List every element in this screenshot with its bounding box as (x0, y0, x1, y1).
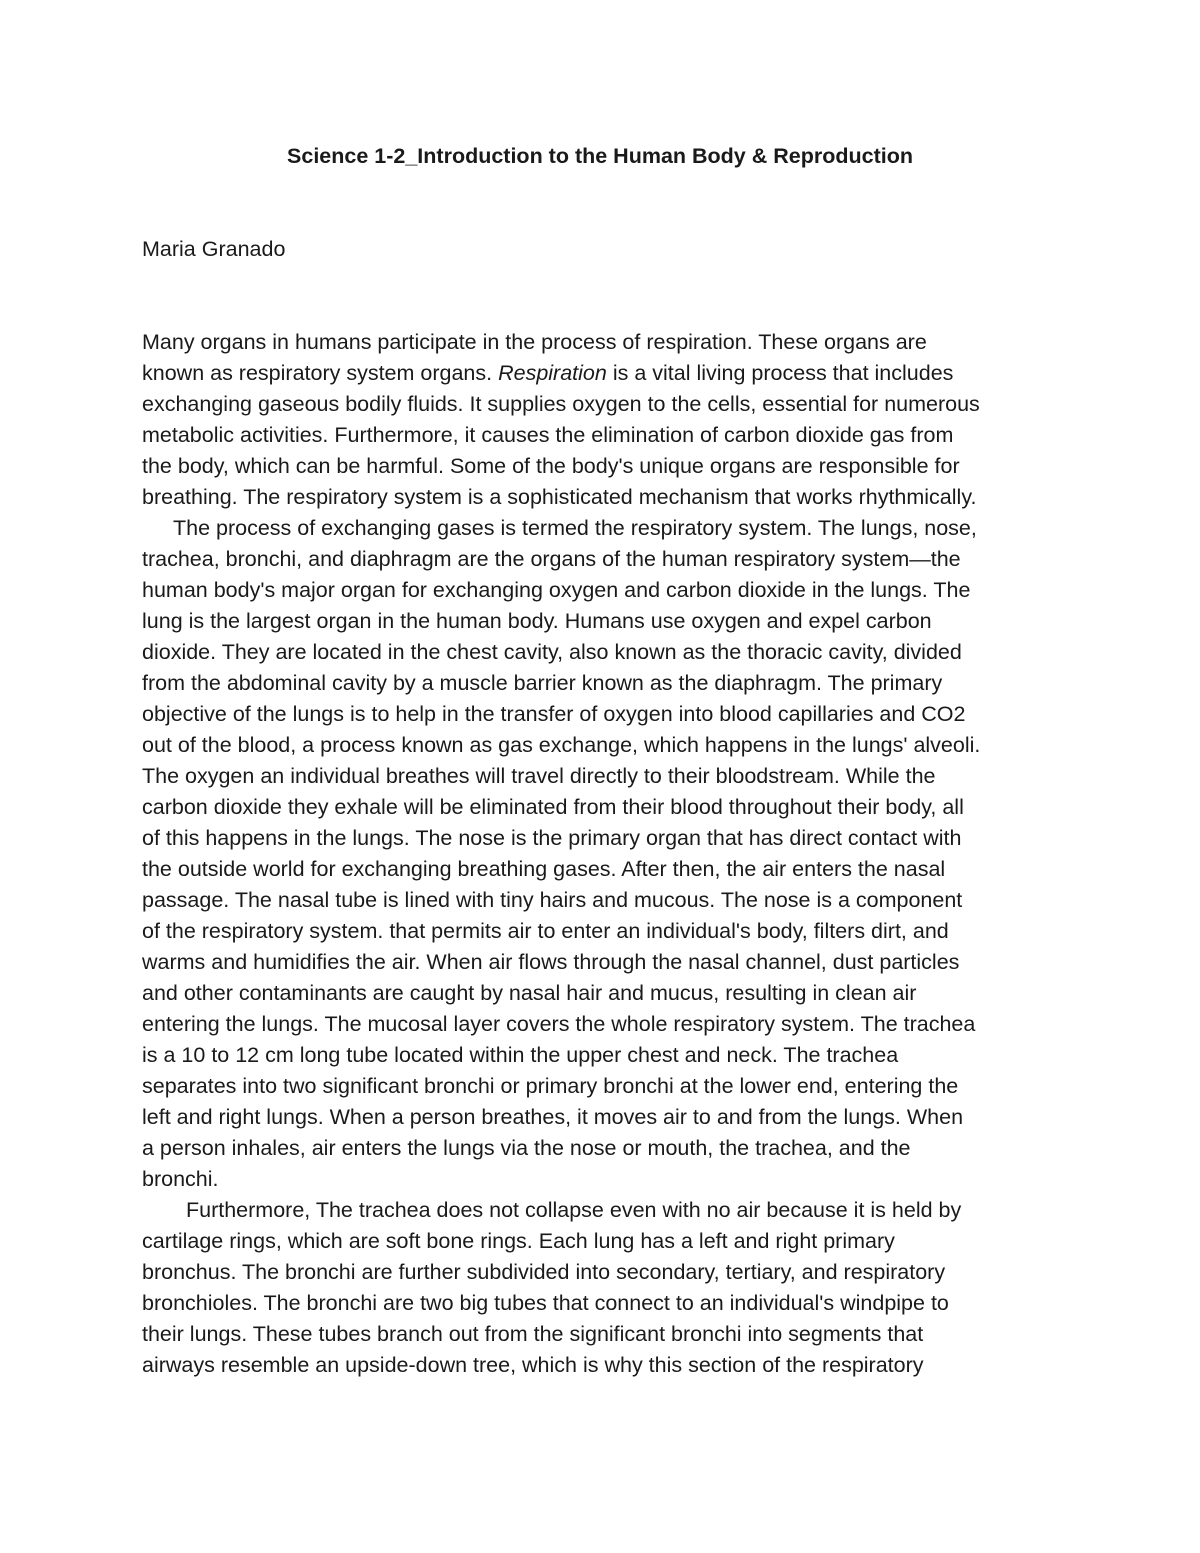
paragraph-line: bronchioles. The bronchi are two big tubes that connect to an individual's windpipe to (142, 1291, 949, 1315)
paragraph-line: metabolic activities. Furthermore, it causes the elimination of carbon dioxide gas from (142, 423, 954, 447)
paragraph-line: of the respiratory system. that permits air to enter an individual's body, filters dirt, and (142, 919, 949, 943)
paragraph-line: breathing. The respiratory system is a sophisticated mechanism that works rhythmically. (142, 485, 977, 509)
paragraph-line: Many organs in humans participate in the process of respiration. These organs are (142, 330, 927, 354)
paragraph-line: airways resemble an upside-down tree, which is why this section of the respiratory (142, 1353, 924, 1377)
paragraph-line: The process of exchanging gases is termed the respiratory system. The lungs, nose, (173, 516, 977, 540)
paragraph-line: cartilage rings, which are soft bone rings. Each lung has a left and right primary (142, 1229, 895, 1253)
paragraph-line (142, 358, 1082, 389)
paragraph-line: warms and humidifies the air. When air flows through the nasal channel, dust particles (142, 950, 960, 974)
paragraph-line: dioxide. They are located in the chest cavity, also known as the thoracic cavity, divided (142, 640, 962, 664)
paragraph-line: of this happens in the lungs. The nose is the primary organ that has direct contact with (142, 826, 962, 850)
paragraph-line: a person inhales, air enters the lungs via the nose or mouth, the trachea, and the (142, 1136, 911, 1160)
paragraph-2 (142, 513, 1082, 1195)
paragraph-line: entering the lungs. The mucosal layer covers the whole respiratory system. The trachea (142, 1012, 976, 1036)
paragraph-line: bronchus. The bronchi are further subdivided into secondary, tertiary, and respiratory (142, 1260, 946, 1284)
paragraph-line: trachea, bronchi, and diaphragm are the organs of the human respiratory system—the (142, 547, 961, 571)
paragraph-line: objective of the lungs is to help in the transfer of oxygen into blood capillaries and CO2 (142, 702, 966, 726)
paragraph-line: exchanging gaseous bodily fluids. It supplies oxygen to the cells, essential for numerous (142, 392, 980, 416)
paragraph-line: Furthermore, The trachea does not collapse even with no air because it is held by (186, 1198, 962, 1222)
paragraph-line: carbon dioxide they exhale will be eliminated from their blood throughout their body, all (142, 795, 964, 819)
paragraph-line: their lungs. These tubes branch out from the significant bronchi into segments that (142, 1322, 924, 1346)
paragraph-line: lung is the largest organ in the human body. Humans use oxygen and expel carbon (142, 609, 932, 633)
paragraph-line: left and right lungs. When a person breathes, it moves air to and from the lungs. When (142, 1105, 964, 1129)
text-run: is a vital living process that includes (606, 361, 954, 385)
paragraph-line: the body, which can be harmful. Some of the body's unique organs are responsible for (142, 454, 960, 478)
paragraph-3 (142, 1195, 1082, 1381)
document-title: Science 1-2_Introduction to the Human Body & Reproduction (287, 144, 913, 168)
text-run: known as respiratory system organs. (142, 361, 499, 385)
paragraph-line: the outside world for exchanging breathing gases. After then, the air enters the nasal (142, 857, 946, 881)
author-name: Maria Granado (142, 237, 286, 261)
paragraph-line: passage. The nasal tube is lined with tiny hairs and mucous. The nose is a component (142, 888, 963, 912)
paragraph-line: is a 10 to 12 cm long tube located within the upper chest and neck. The trachea (142, 1043, 899, 1067)
document-body (142, 327, 1082, 1381)
paragraph-line: human body's major organ for exchanging oxygen and carbon dioxide in the lungs. The (142, 578, 971, 602)
paragraph-line: bronchi. (142, 1167, 219, 1191)
paragraph-line: The oxygen an individual breathes will travel directly to their bloodstream. While the (142, 764, 936, 788)
paragraph-1 (142, 327, 1082, 513)
paragraph-line: from the abdominal cavity by a muscle barrier known as the diaphragm. The primary (142, 671, 943, 695)
emphasized-term: Respiration (498, 361, 607, 385)
paragraph-line: separates into two significant bronchi or primary bronchi at the lower end, entering the (142, 1074, 959, 1098)
paragraph-line: out of the blood, a process known as gas exchange, which happens in the lungs' alveoli. (142, 733, 981, 757)
paragraph-line: and other contaminants are caught by nasal hair and mucus, resulting in clean air (142, 981, 917, 1005)
